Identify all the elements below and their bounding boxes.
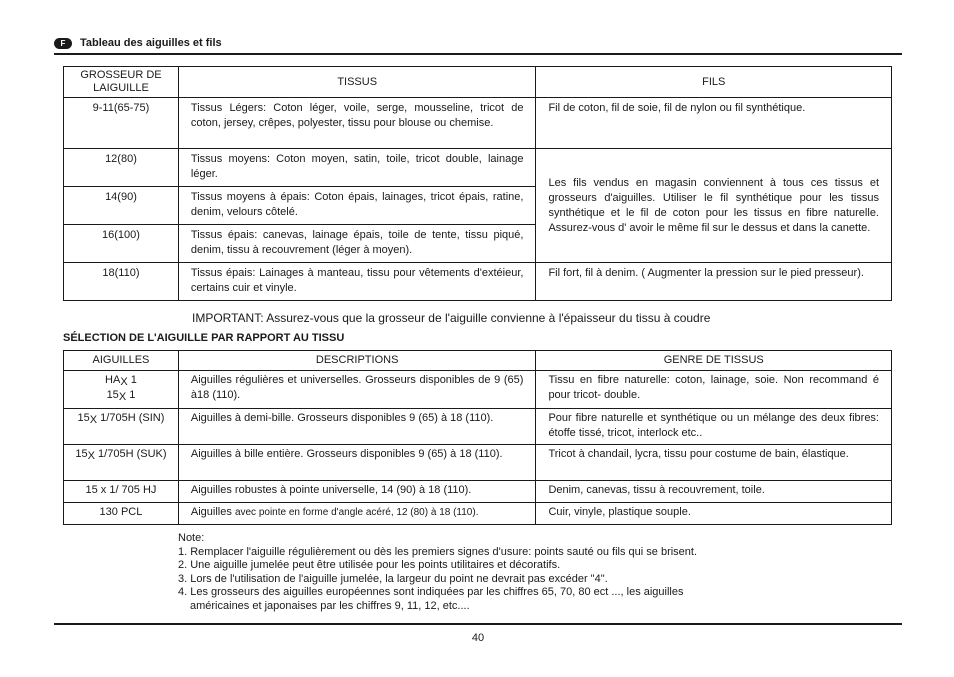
table-row (64, 503, 892, 525)
fabric-type-cell: Tricot à chandail, lycra, tissu pour costume de bain, élastique. (536, 445, 892, 481)
needle-cell: HAX 1 15X 1 (64, 371, 179, 409)
description-cell: Aiguilles robustes à pointe universelle, 14 (90) à 18 (110). (178, 481, 536, 503)
note-item: 1. Remplacer l'aiguille régulièrement ou dès les premiers signes d'usure: points sauté ou fils qui se brisent. (178, 545, 698, 558)
needle-cell: 15 x 1/ 705 HJ (64, 481, 179, 503)
header-needles: AIGUILLES (64, 351, 179, 371)
table-row (64, 409, 892, 445)
needle-thread-table (63, 66, 892, 301)
page-number: 40 (471, 632, 485, 644)
header-title: Tableau des aiguilles et fils (80, 37, 222, 49)
needle-size-cell: 16(100) (64, 225, 179, 263)
header-needle-size: GROSSEUR DE LAIGUILLE (64, 67, 179, 98)
page-header (54, 36, 902, 54)
description-cell: Aiguilles régulières et universelles. Grosseurs disponibles de 9 (65) à18 (110). (178, 371, 536, 409)
description-cell: Aiguilles avec pointe en forme d'angle acéré, 12 (80) à 18 (110). (178, 503, 536, 525)
table-header-row (64, 67, 892, 98)
table-header-row (64, 351, 892, 371)
needle-cell: 130 PCL (64, 503, 179, 525)
section-title: SÉLECTION DE L'AIGUILLE PAR RAPPORT AU TISSU (63, 332, 345, 344)
table-row (64, 371, 892, 409)
fabric-cell: Tissus moyens: Coton moyen, satin, toile, tricot double, lainage léger. (178, 149, 536, 187)
note-item: 4. Les grosseurs des aiguilles européennes sont indiquées par les chiffres 65, 70, 80 ect ..., les aiguilles (178, 586, 684, 598)
needle-size-cell: 14(90) (64, 187, 179, 225)
fabric-cell: Tissus épais: canevas, lainage épais, toile de tente, tissu piqué, denim, tissu à recouvrement (léger à moyen). (178, 225, 536, 263)
table-row (64, 149, 892, 187)
header-fabric-types: GENRE DE TISSUS (536, 351, 892, 371)
needle-cell: 15X 1/705H (SUK) (64, 445, 179, 481)
fabric-cell: Tissus Légers: Coton léger, voile, serge, mousseline, tricot de coton, jersey, crêpes, polyester, tissu pour blouse ou chemise. (178, 98, 536, 149)
important-note: IMPORTANT: Assurez-vous que la grosseur de l'aiguille convienne à l'épaisseur du tissu à coudre (192, 311, 711, 325)
needle-size-cell: 12(80) (64, 149, 179, 187)
notes-block (178, 532, 697, 613)
fabric-type-cell: Denim, canevas, tissu à recouvrement, toile. (536, 481, 892, 503)
table-row (64, 263, 892, 301)
fabric-type-cell: Pour fibre naturelle et synthétique ou un mélange des deux fibres: étoffe tissé, tricot, interlock etc.. (536, 409, 892, 445)
top-rule (54, 53, 902, 55)
header-threads: FILS (536, 67, 892, 98)
description-cell: Aiguilles à bille entière. Grosseurs disponibles 9 (65) à 18 (110). (178, 445, 536, 481)
header-fabrics: TISSUS (178, 67, 536, 98)
thread-cell: Fil de coton, fil de soie, fil de nylon ou fil synthétique. (536, 98, 892, 149)
bottom-rule (54, 623, 902, 625)
fabric-type-cell: Tissu en fibre naturelle: coton, lainage, soie. Non recommand é pour tricot- double. (536, 371, 892, 409)
table-row (64, 481, 892, 503)
fabric-cell: Tissus épais: Lainages à manteau, tissu pour vêtements d'extéieur, certains cuir et vinyle. (178, 263, 536, 301)
header-descriptions: DESCRIPTIONS (178, 351, 536, 371)
needle-selection-table (63, 350, 892, 525)
language-badge: F (54, 38, 72, 49)
note-item: 2. Une aiguille jumelée peut être utilisée pour les points utilitaires et décoratifs. (178, 559, 561, 571)
description-cell: Aiguilles à demi-bille. Grosseurs disponibles 9 (65) à 18 (110). (178, 409, 536, 445)
notes-title: Note: (178, 532, 205, 544)
note-item-continuation: américaines et japonaises par les chiffres 9, 11, 12, etc.... (190, 599, 470, 612)
fabric-cell: Tissus moyens à épais: Coton épais, lainages, tricot épais, ratine, denim, velours côtelé. (178, 187, 536, 225)
table-row (64, 445, 892, 481)
thread-cell-merged: Les fils vendus en magasin conviennent à tous ces tissus et grosseurs d'aiguilles. Utiliser le fil synthétique pour les tissus synthétique et le fil de coton pour les tissus en fibre naturelle. Assurez-vous d' avoir le même fil sur le dessus et dans la canette. (536, 149, 892, 263)
needle-size-cell: 18(110) (64, 263, 179, 301)
thread-cell: Fil fort, fil à denim. ( Augmenter la pression sur le pied presseur). (536, 263, 892, 301)
needle-size-cell: 9-11(65-75) (64, 98, 179, 149)
needle-cell: 15X 1/705H (SIN) (64, 409, 179, 445)
fabric-type-cell: Cuir, vinyle, plastique souple. (536, 503, 892, 525)
note-item: 3. Lors de l'utilisation de l'aiguille jumelée, la largeur du point ne devrait pas excéder "4". (178, 572, 608, 585)
table-row (64, 98, 892, 149)
